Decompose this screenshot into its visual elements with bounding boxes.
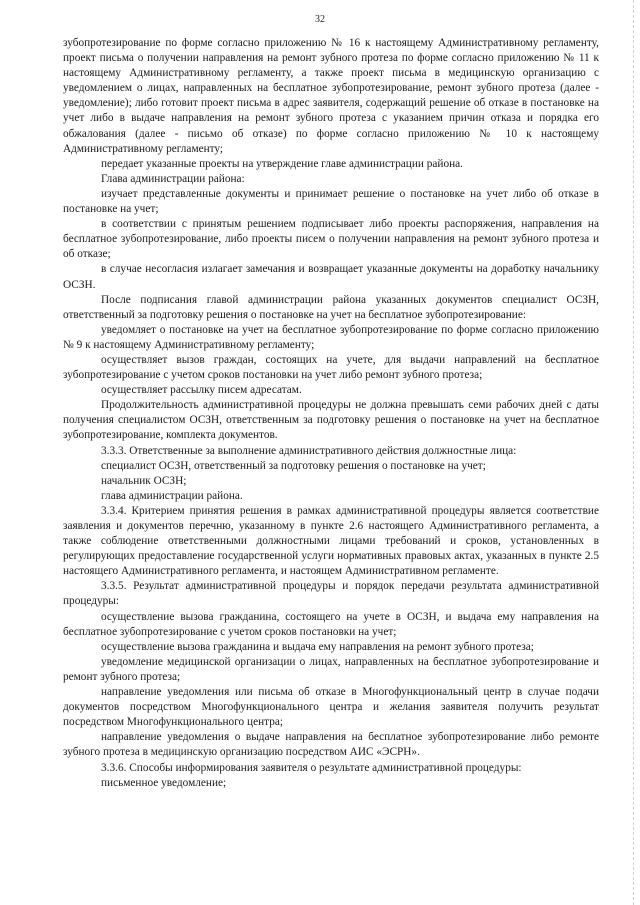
paragraph: в соответствии с принятым решением подписывает либо проекты распоряжения, направления на бесплатное зубопротезирование, либо проекты писем о получении направления на ремонт зубного протеза и об отказе; [63, 218, 599, 261]
paragraph: уведомляет о постановке на учет на бесплатное зубопротезирование по форме согласно приложению № 9 к настоящему Административному регламенту; [63, 323, 599, 351]
paragraph: специалист ОСЗН, ответственный за подготовку решения о постановке на учет; [101, 459, 486, 472]
paragraph: зубопротезирование по форме согласно приложению № 16 к настоящему Административному регламенту, проект письма о получении направления на ремонт зубного протеза по форме согласно приложению № 11 к настоящему Административному регламенту, а также проект письма в медицинскую организацию с уведомлением о лицах, направленных на бесплатное зубопротезирование, ремонт зубного протеза (далее - уведомление); либо готовит проект письма в адрес заявителя, содержащий решение об отказе в постановке на учет либо в выдаче направления на ремонт зубного протеза с указанием причин отказа и порядка его обжалования (далее - письмо об отказе) по форме согласно приложению № 10 к настоящему Административному регламенту; [63, 37, 599, 155]
paragraph: 3.3.5. Результат административной процедуры и порядок передачи результата административной процедуры: [63, 580, 599, 608]
paragraph: изучает представленные документы и принимает решение о постановке на учет либо об отказе в постановке на учет; [63, 187, 599, 216]
paragraph: 3.3.3. Ответственные за выполнение административного действия должностные лица: [101, 444, 517, 457]
paragraph: направление уведомления или письма об отказе в Многофункциональный центр в случае подачи документов посредством Многофункционального центра и желания заявителя получить результат посредством Многофункционального центра; [63, 686, 599, 729]
paragraph: начальник ОСЗН; [101, 474, 187, 487]
paragraph: осуществление вызова гражданина и выдача ему направления на ремонт зубного протеза; [101, 640, 534, 653]
paragraph: направление уведомления о выдаче направления на бесплатное зубопротезирование либо ремонте зубного протеза в медицинскую организацию посредством АИС «ЭСРН». [63, 731, 599, 759]
paragraph: уведомление медицинской организации о лицах, направленных на бесплатное зубопротезирование и ремонт зубного протеза; [63, 655, 599, 683]
scan-edge-line [632, 0, 634, 905]
paragraph: 3.3.6. Способы информирования заявителя о результате административной процедуры: [101, 761, 522, 774]
paragraph: в случае несогласия излагает замечания и возвращает указанные документы на доработку начальнику ОСЗН. [63, 263, 599, 291]
paragraph: осуществляет рассылку писем адресатам. [101, 384, 302, 397]
page-number: 32 [315, 14, 325, 25]
paragraph: Продолжительность административной процедуры не должна превышать семи рабочих дней с даты получения специалистом ОСЗН, ответственным за подготовку решения о постановке на учет на бесплатное зубопротезирование, комплекта документов. [63, 399, 599, 442]
paragraph: глава администрации района. [101, 489, 243, 502]
paragraph: осуществление вызова гражданина, состоящего на учете в ОСЗН, и выдача ему направления на бесплатное зубопротезирование с учетом сроков постановки на учет; [63, 610, 599, 638]
paragraph: передает указанные проекты на утверждение главе администрации района. [101, 157, 463, 170]
paragraph: письменное уведомление; [101, 776, 227, 789]
document-body [63, 36, 599, 791]
paragraph: осуществляет вызов граждан, состоящих на учете, для выдачи направлений на бесплатное зубопротезирование с учетом сроков постановки на учет либо ремонт зубного протеза; [63, 353, 599, 382]
paragraph: 3.3.4. Критерием принятия решения в рамках административной процедуры является соответствие заявления и документов перечню, указанному в пункте 2.6 настоящего Административного регламента, а также соблюдение ответственными должностными лицами требований и сроков, установленных в регулирующих предоставление государственной услуги нормативных правовых актах, указанных в пункте 2.5 настоящего Административного регламента, и настоящем Административном регламенте. [63, 504, 599, 578]
paragraph: Глава администрации района: [101, 172, 245, 185]
paragraph: После подписания главой администрации района указанных документов специалист ОСЗН, ответственный за подготовку решения о постановке на учет на бесплатное зубопротезирование: [63, 293, 599, 321]
